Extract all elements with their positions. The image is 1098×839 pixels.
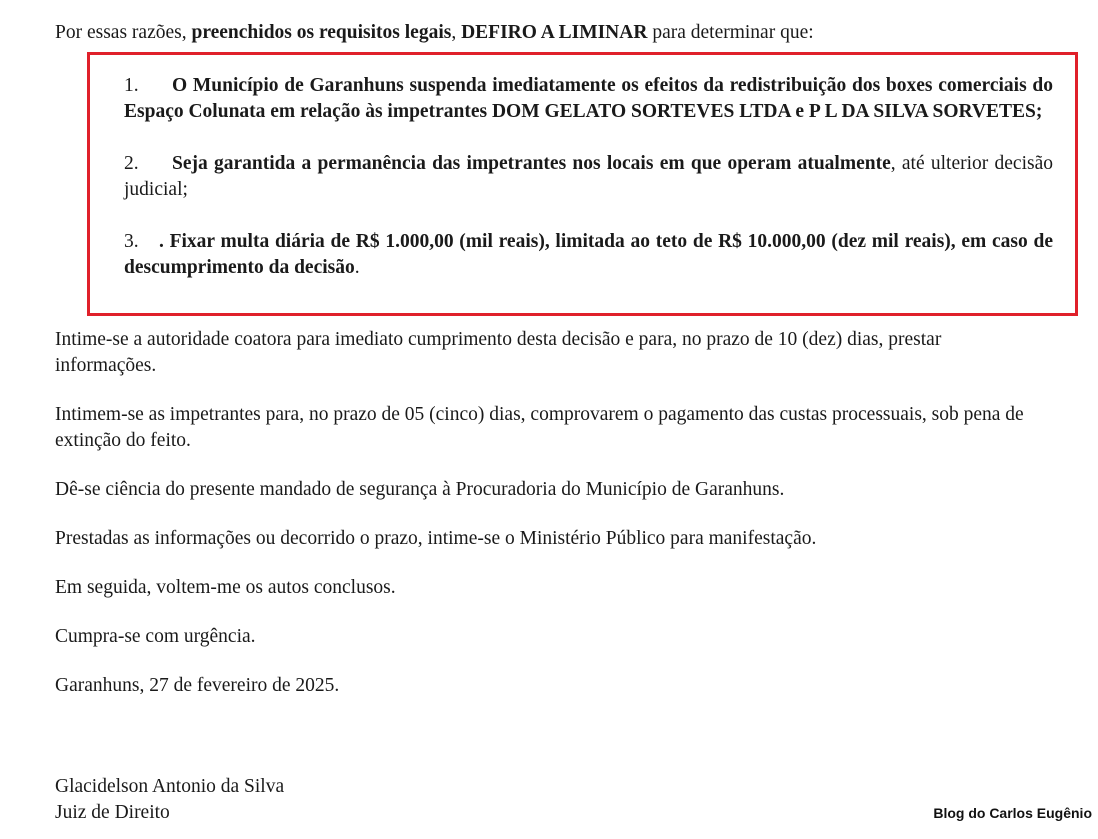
intro-mid: , <box>451 22 462 43</box>
closing-paragraphs <box>55 327 1045 722</box>
intro-post: para determinar que: <box>647 22 814 43</box>
item-number: 1. <box>124 75 139 96</box>
item-normal-text: . <box>354 257 360 278</box>
watermark: Blog do Carlos Eugênio <box>933 805 1092 821</box>
ruling-item-3 <box>124 229 1053 281</box>
document-body <box>55 20 1045 52</box>
intro-bold-defiro: DEFIRO A LIMINAR <box>461 22 648 43</box>
paragraph-intimation-impetrants: Intimem-se as impetrantes para, no prazo de 05 (cinco) dias, comprovarem o pagamento das custas processuais, sob pena de extinção do feito. <box>55 404 1024 451</box>
paragraph-intimation-authority: Intime-se a autoridade coatora para imediato cumprimento desta decisão e para, no prazo de 10 (dez) dias, prestar informações. <box>55 329 942 376</box>
signature-block <box>55 774 284 826</box>
item-normal-text: , até ulterior decisão judicial; <box>124 153 1053 200</box>
paragraph-date: Garanhuns, 27 de fevereiro de 2025. <box>55 675 340 696</box>
ruling-item-1 <box>124 73 1053 125</box>
item-number: 2. <box>124 153 139 174</box>
signature-title: Juiz de Direito <box>55 802 170 823</box>
item-bold-text: . Fixar multa diária de R$ 1.000,00 (mil reais), limitada ao teto de R$ 10.000,00 (dez mil reais), em caso de descumprimento da decisão <box>124 231 1053 278</box>
intro-pre: Por essas razões, <box>55 22 192 43</box>
intro-bold-requirements: preenchidos os requisitos legais <box>191 22 452 43</box>
item-bold-text: Seja garantida a permanência das impetrantes nos locais em que operam atualmente <box>172 153 891 174</box>
paragraph-conclusos: Em seguida, voltem-me os autos conclusos. <box>55 577 396 598</box>
paragraph-ministerio-publico: Prestadas as informações ou decorrido o prazo, intime-se o Ministério Público para manifestação. <box>55 528 817 549</box>
ruling-items <box>124 73 1053 281</box>
item-bold-text: O Município de Garanhuns suspenda imediatamente os efeitos da redistribuição dos boxes comerciais do Espaço Colunata em relação às impetrantes DOM GELATO SORTEVES LTDA e P L DA SILVA SORVETES; <box>124 75 1053 122</box>
paragraph-procuradoria: Dê-se ciência do presente mandado de segurança à Procuradoria do Município de Garanhuns. <box>55 479 785 500</box>
ruling-item-2 <box>124 151 1053 203</box>
intro-paragraph <box>55 20 1045 46</box>
paragraph-urgencia: Cumpra-se com urgência. <box>55 626 256 647</box>
signature-name: Glacidelson Antonio da Silva <box>55 776 285 797</box>
item-number: 3. <box>124 231 139 252</box>
